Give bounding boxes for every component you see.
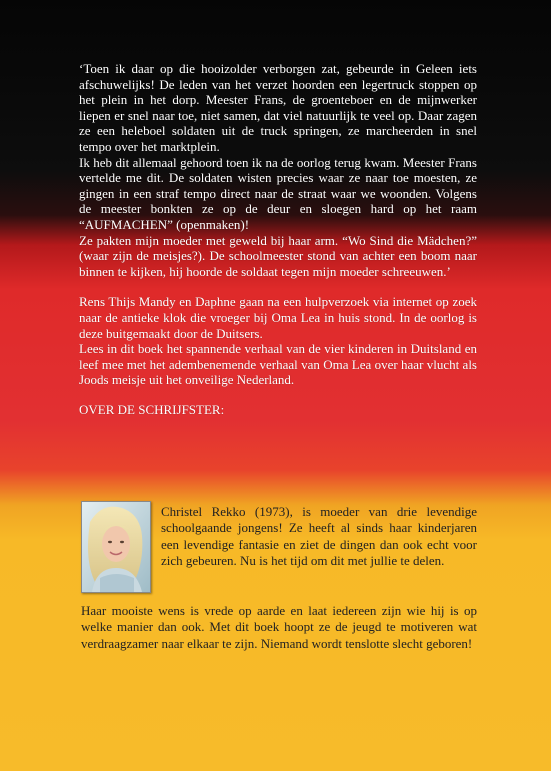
quote-paragraph-1: ‘Toen ik daar op die hooizolder verborgen zat, gebeurde in Geleen iets afschuwelijks! De leden van het verzet hoorden een legertruck stoppen op het plein in het dorp. Meester Frans, de groenteboer en de mijnwerker liepen er snel naar toe, niet samen, dat viel natuurlijk te veel op. Daar zagen ze een heleboel soldaten uit de truck springen, ze marcheerden in snel tempo over het marktplein.	[79, 61, 477, 154]
author-bio-paragraph-1: Christel Rekko (1973), is moeder van drie levendige schoolgaande jongens! Ze heeft al sinds haar kinderjaren een levendige fantasie en ziet de dingen dan ook echt voor zich gebeuren. Nu is het tijd om dit met jullie te delen.	[161, 504, 477, 568]
summary-paragraph-2: Lees in dit boek het spannende verhaal van de vier kinderen in Duitsland en leef mee met het adembenemende verhaal van Oma Lea over haar vlucht als Joods meisje uit het onveilige Nederland.	[79, 341, 477, 388]
quote-paragraph-2: Ik heb dit allemaal gehoord toen ik na de oorlog terug kwam. Meester Frans vertelde me dit. De soldaten wisten precies waar ze naar toe moesten, ze gingen in een straf tempo direct naar de straat waar we woonden. Volgens de meester bonkten ze op de deur en sloegen hard op het raam “AUFMACHEN” (openmaken)!	[79, 154, 477, 232]
author-bio-paragraph-2: Haar mooiste wens is vrede op aarde en laat iedereen zijn wie hij is op welke manier dan ook. Met dit boek hoopt ze de jeugd te motiveren wat verdraagzamer naar elkaar te zijn. Niemand wordt tenslotte slecht geboren!	[81, 603, 477, 651]
quote-paragraph-3: Ze pakten mijn moeder met geweld bij haar arm. “Wo Sind die Mädchen?” (waar zijn de meisjes?). De schoolmeester stond van achter een boom naar binnen te kijken, hij hoorde de soldaat tegen mijn moeder schreeuwen.’	[79, 232, 477, 279]
summary-paragraph-1: Rens Thijs Mandy en Daphne gaan na een hulpverzoek via internet op zoek naar de antieke klok die vroeger bij Oma Lea in huis stond. In de oorlog is deze buitgemaakt door de Duitsers.	[79, 294, 477, 341]
author-photo	[81, 501, 151, 593]
author-heading: OVER DE SCHRIJFSTER:	[79, 401, 225, 417]
author-bio-block-continued	[81, 603, 477, 652]
author-bio-block	[161, 504, 477, 569]
quote-block	[79, 61, 477, 417]
author-portrait-image	[82, 502, 150, 592]
